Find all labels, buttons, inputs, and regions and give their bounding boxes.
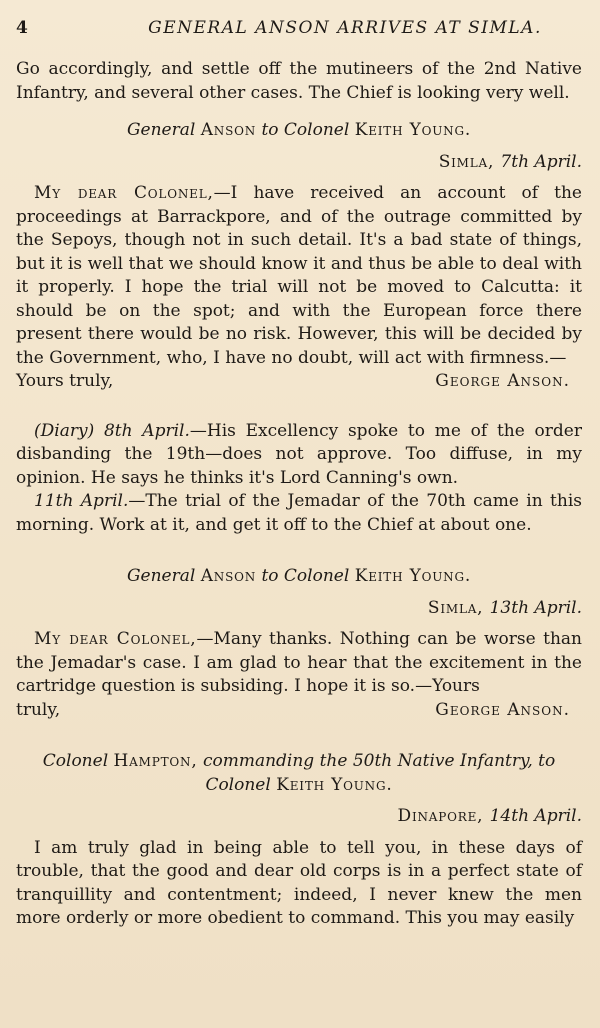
heading-name-1: Anson (200, 120, 257, 140)
letter-text: —I have received an account of the proceedings at Barrackpore, and of the outrage committed by the Sepoys, though not in such detail. It's a bad state of things, but it is well that we should know it and thus be able to deal with it properly. I hope the trial will not be moved to Calcutta: it should be on the spot; and with the European force there present there would be no risk. However, this will be decided by the Government, who, I have no doubt, will act with firmness.— (16, 183, 582, 368)
spacer (16, 408, 582, 420)
heading-name-1: Anson (200, 566, 257, 586)
salutation: My dear Colonel, (34, 629, 197, 649)
heading-name-2: Keith Young. (354, 566, 472, 586)
diary-text: —His Excellency spoke to me of the order disbanding the 19th—does not approve. Too diffuse, in my opinion. He says he thinks it's Lord Canning's own. (16, 420, 582, 488)
diary-label: 11th April. (34, 491, 129, 511)
diary-entry-2 (16, 490, 582, 537)
letter-place-date-2 (16, 597, 582, 621)
spacer (16, 589, 582, 597)
heading-middle: to Colonel (261, 120, 350, 140)
closing: Yours truly, (16, 371, 114, 391)
page-number: 4 (16, 18, 28, 38)
diary-entry-1 (16, 420, 582, 491)
place: Simla, (438, 151, 495, 172)
spacer (16, 537, 582, 551)
heading-name-2: Keith Young. (354, 120, 472, 140)
spacer (16, 551, 582, 565)
letter-heading-3-line-2 (16, 774, 582, 798)
page-content (16, 58, 582, 931)
spacer (16, 829, 582, 837)
page-header (16, 14, 584, 42)
heading-prefix: Colonel (42, 751, 109, 771)
date: 7th April. (500, 151, 582, 172)
spacer (16, 174, 582, 182)
date: 14th April. (489, 806, 582, 826)
spacer (16, 620, 582, 628)
diary-label: (Diary) 8th April. (34, 420, 190, 441)
signature: George Anson. (435, 371, 570, 391)
spacer (16, 722, 582, 736)
salutation: My dear Colonel, (34, 183, 214, 203)
heading-prefix: General (126, 120, 196, 140)
place: Simla, (427, 597, 484, 618)
signature: George Anson. (435, 699, 570, 720)
spacer (16, 394, 582, 408)
heading-middle: commanding the 50th Native Infantry, to (202, 751, 556, 771)
place: Dinapore, (397, 806, 484, 826)
letter-text: —Many thanks. Nothing can be worse than the Jemadar's case. I am glad to hear that the excitement in the cartridge question is subsiding. I hope it is so.—Yours (16, 629, 582, 696)
spacer (16, 797, 582, 805)
letter-heading-3 (16, 750, 582, 774)
spacer (16, 105, 582, 119)
spacer (16, 736, 582, 750)
heading-middle: to Colonel (261, 566, 350, 586)
letter-body-1 (16, 182, 582, 370)
heading-prefix: Colonel (205, 774, 271, 795)
spacer (16, 143, 582, 151)
heading-prefix: General (126, 566, 196, 586)
letter-body-3: I am truly glad in being able to tell you, in these days of trouble, that the good and dear old corps is in a perfect state of tranquillity and contentment; indeed, I never knew the men more orderly or more obedient to command. This you may easily (16, 837, 582, 928)
letter-body-2 (16, 628, 582, 699)
heading-name-1: Hampton, (113, 751, 198, 771)
date: 13th April. (489, 597, 582, 618)
signature-line-2 (16, 699, 582, 723)
intro-paragraph: Go accordingly, and settle off the mutineers of the 2nd Native Infantry, and several other cases. The Chief is looking very well. (16, 59, 582, 103)
closing: truly, (16, 699, 61, 720)
letter-place-date-3 (16, 805, 582, 829)
signature-line-1 (16, 370, 582, 394)
running-head: GENERAL ANSON ARRIVES AT SIMLA. (148, 18, 542, 38)
letter-heading-1 (16, 119, 582, 143)
diary-text: —The trial of the Jemadar of the 70th came in this morning. Work at it, and get it off to the Chief at about one. (16, 491, 582, 535)
heading-name-2: Keith Young. (276, 774, 393, 795)
letter-heading-2 (16, 565, 582, 589)
letter-place-date-1 (16, 151, 582, 175)
